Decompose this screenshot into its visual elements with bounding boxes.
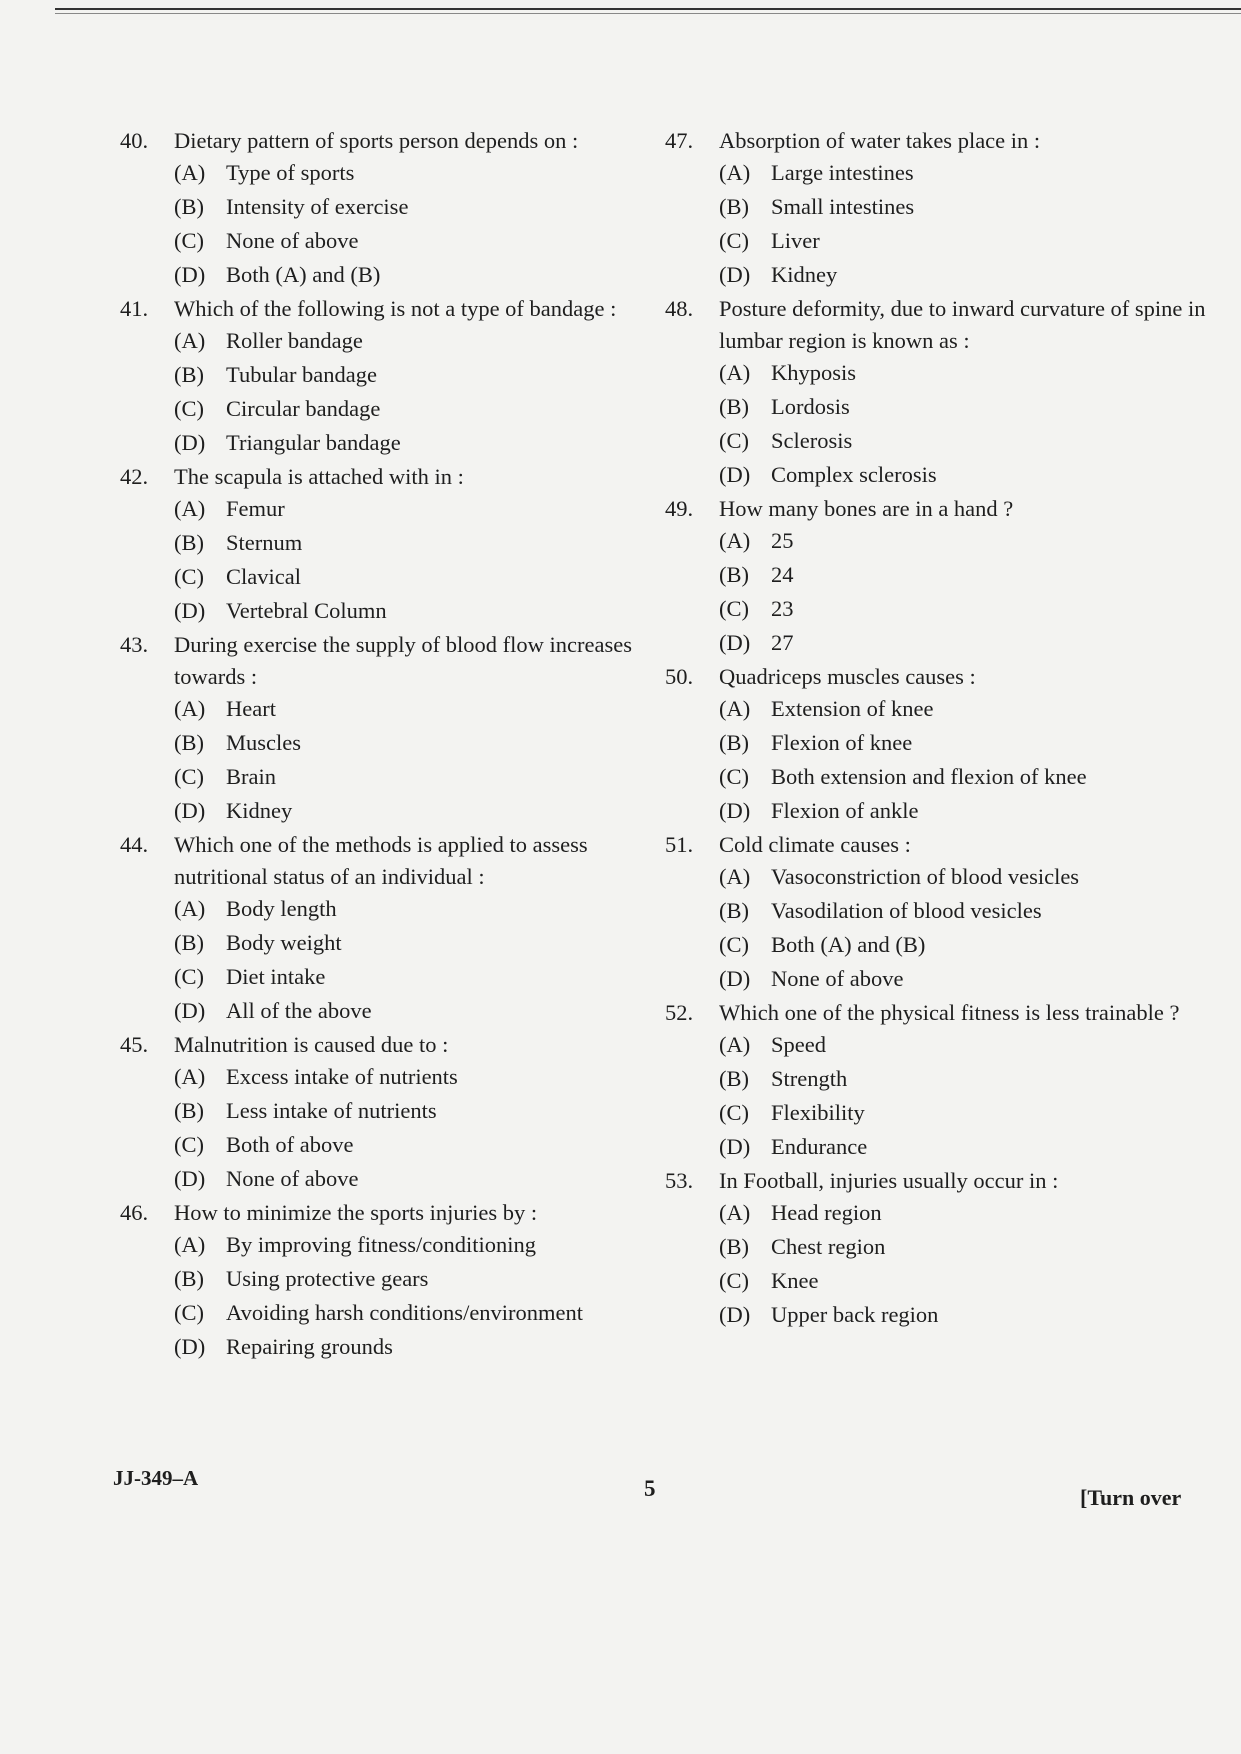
option-item: [719, 459, 1215, 491]
option-text: Lordosis: [771, 394, 850, 419]
option-letter: (D): [174, 1166, 206, 1191]
option-letter: (C): [174, 228, 204, 253]
option-list: [719, 357, 1215, 491]
option-letter: (C): [719, 932, 749, 957]
option-letter: (B): [174, 930, 204, 955]
option-item: [719, 1063, 1215, 1095]
question-block: [665, 661, 1215, 827]
option-letter: (D): [719, 262, 751, 287]
option-item: [174, 427, 660, 459]
option-item: [174, 727, 660, 759]
option-letter: (D): [719, 798, 751, 823]
paper-code: JJ-349–A: [113, 1466, 199, 1490]
option-letter: (B): [174, 194, 204, 219]
question-block: [665, 493, 1215, 659]
left-question-column: [120, 125, 660, 1365]
question-block: [665, 125, 1215, 291]
page-number: 5: [644, 1476, 656, 1501]
option-item: [719, 1197, 1215, 1229]
option-letter: (A): [719, 1032, 751, 1057]
option-text: Sclerosis: [771, 428, 853, 453]
option-item: [719, 627, 1215, 659]
option-letter: (A): [719, 528, 751, 553]
option-list: [719, 1197, 1215, 1331]
option-letter: (C): [719, 764, 749, 789]
option-item: [174, 561, 660, 593]
option-letter: (C): [174, 764, 204, 789]
option-text: Both (A) and (B): [771, 932, 926, 957]
option-item: [719, 1097, 1215, 1129]
option-text: Femur: [226, 496, 285, 521]
option-text: Endurance: [771, 1134, 868, 1159]
option-letter: (D): [174, 262, 206, 287]
question-line: [120, 829, 660, 893]
right-question-column: [665, 125, 1215, 1333]
option-text: Heart: [226, 696, 276, 721]
option-text: Repairing grounds: [226, 1334, 393, 1359]
option-list: [174, 1229, 660, 1363]
option-text: None of above: [226, 228, 359, 253]
option-item: [174, 1129, 660, 1161]
question-text: In Football, injuries usually occur in :: [719, 1168, 1059, 1193]
question-block: [120, 629, 660, 827]
option-letter: (C): [174, 1300, 204, 1325]
question-text: Absorption of water takes place in :: [719, 128, 1041, 153]
option-item: [174, 961, 660, 993]
question-block: [120, 1197, 660, 1363]
option-text: Flexibility: [771, 1100, 865, 1125]
question-text: Which one of the physical fitness is less trainable ?: [719, 1000, 1180, 1025]
option-list: [719, 861, 1215, 995]
option-list: [174, 1061, 660, 1195]
option-item: [174, 393, 660, 425]
option-text: Extension of knee: [771, 696, 934, 721]
option-letter: (A): [174, 696, 206, 721]
option-item: [174, 1229, 660, 1261]
option-letter: (A): [174, 496, 206, 521]
question-block: [665, 293, 1215, 491]
option-item: [719, 559, 1215, 591]
option-text: Large intestines: [771, 160, 914, 185]
option-text: Both of above: [226, 1132, 354, 1157]
option-letter: (A): [174, 896, 206, 921]
question-text: Cold climate causes :: [719, 832, 911, 857]
option-text: Using protective gears: [226, 1266, 429, 1291]
question-number: 51.: [665, 832, 694, 857]
option-text: Head region: [771, 1200, 882, 1225]
question-block: [120, 1029, 660, 1195]
option-text: Speed: [771, 1032, 826, 1057]
option-item: [719, 225, 1215, 257]
option-letter: (C): [719, 1268, 749, 1293]
question-block: [120, 829, 660, 1027]
question-number: 46.: [120, 1200, 149, 1225]
option-item: [174, 1297, 660, 1329]
option-item: [719, 1231, 1215, 1263]
option-item: [174, 1263, 660, 1295]
option-list: [174, 325, 660, 459]
option-text: Both extension and flexion of knee: [771, 764, 1087, 789]
option-item: [174, 1061, 660, 1093]
turn-over-label: [Turn over: [1080, 1485, 1182, 1510]
question-line: [120, 1029, 660, 1061]
option-item: [174, 1095, 660, 1127]
question-text: During exercise the supply of blood flow increases towards :: [174, 632, 632, 689]
option-list: [719, 157, 1215, 291]
option-item: [719, 157, 1215, 189]
option-letter: (D): [719, 630, 751, 655]
option-list: [174, 157, 660, 291]
option-text: Circular bandage: [226, 396, 381, 421]
question-block: [120, 125, 660, 291]
option-text: Triangular bandage: [226, 430, 401, 455]
question-line: [665, 1165, 1215, 1197]
option-letter: (A): [719, 696, 751, 721]
option-text: Excess intake of nutrients: [226, 1064, 458, 1089]
option-list: [719, 1029, 1215, 1163]
option-letter: (B): [174, 530, 204, 555]
option-text: Small intestines: [771, 194, 915, 219]
option-text: Vasoconstriction of blood vesicles: [771, 864, 1080, 889]
top-rule-secondary: [55, 13, 1241, 14]
question-number: 40.: [120, 128, 149, 153]
option-list: [719, 693, 1215, 827]
question-text: Quadriceps muscles causes :: [719, 664, 976, 689]
option-item: [719, 727, 1215, 759]
option-letter: (D): [174, 998, 206, 1023]
option-item: [174, 225, 660, 257]
option-text: Flexion of ankle: [771, 798, 919, 823]
option-text: 27: [771, 630, 794, 655]
option-letter: (C): [719, 428, 749, 453]
option-item: [719, 425, 1215, 457]
option-item: [174, 893, 660, 925]
option-letter: (C): [174, 396, 204, 421]
option-letter: (D): [174, 798, 206, 823]
option-text: Kidney: [771, 262, 838, 287]
option-item: [174, 259, 660, 291]
option-text: Chest region: [771, 1234, 886, 1259]
option-item: [174, 693, 660, 725]
option-text: None of above: [226, 1166, 359, 1191]
option-item: [719, 1265, 1215, 1297]
option-letter: (C): [174, 564, 204, 589]
option-item: [174, 191, 660, 223]
option-item: [719, 1299, 1215, 1331]
option-item: [719, 1029, 1215, 1061]
option-text: 24: [771, 562, 794, 587]
question-number: 42.: [120, 464, 149, 489]
question-number: 45.: [120, 1032, 149, 1057]
option-text: Avoiding harsh conditions/environment: [226, 1300, 584, 1325]
question-number: 47.: [665, 128, 694, 153]
question-text: Dietary pattern of sports person depends on :: [174, 128, 579, 153]
option-text: Intensity of exercise: [226, 194, 409, 219]
option-letter: (B): [174, 362, 204, 387]
option-item: [719, 525, 1215, 557]
question-number: 49.: [665, 496, 694, 521]
option-item: [719, 929, 1215, 961]
option-item: [719, 761, 1215, 793]
option-item: [174, 1163, 660, 1195]
question-block: [665, 1165, 1215, 1331]
question-line: [120, 461, 660, 493]
option-text: Both (A) and (B): [226, 262, 381, 287]
question-line: [665, 125, 1215, 157]
option-text: Vasodilation of blood vesicles: [771, 898, 1042, 923]
option-text: Less intake of nutrients: [226, 1098, 437, 1123]
option-item: [719, 593, 1215, 625]
option-item: [174, 795, 660, 827]
option-letter: (C): [719, 596, 749, 621]
option-text: Clavical: [226, 564, 301, 589]
option-text: Body weight: [226, 930, 342, 955]
option-text: Liver: [771, 228, 820, 253]
option-text: Sternum: [226, 530, 303, 555]
question-block: [120, 293, 660, 459]
question-text: How many bones are in a hand ?: [719, 496, 1014, 521]
option-letter: (B): [719, 898, 749, 923]
option-letter: (A): [719, 360, 751, 385]
option-letter: (A): [174, 160, 206, 185]
option-item: [174, 359, 660, 391]
option-letter: (C): [174, 964, 204, 989]
question-number: 53.: [665, 1168, 694, 1193]
option-list: [174, 693, 660, 827]
option-letter: (B): [719, 730, 749, 755]
question-line: [665, 661, 1215, 693]
option-item: [174, 493, 660, 525]
option-item: [174, 527, 660, 559]
option-item: [719, 191, 1215, 223]
option-item: [719, 1131, 1215, 1163]
option-text: 23: [771, 596, 794, 621]
option-item: [719, 259, 1215, 291]
option-letter: (B): [719, 394, 749, 419]
option-list: [174, 893, 660, 1027]
question-line: [120, 629, 660, 693]
option-item: [174, 595, 660, 627]
option-text: Diet intake: [226, 964, 326, 989]
question-block: [665, 997, 1215, 1163]
option-letter: (C): [719, 1100, 749, 1125]
option-letter: (B): [719, 194, 749, 219]
option-item: [174, 325, 660, 357]
option-letter: (D): [174, 430, 206, 455]
question-block: [665, 829, 1215, 995]
option-list: [174, 493, 660, 627]
question-text: How to minimize the sports injuries by :: [174, 1200, 538, 1225]
option-letter: (A): [719, 1200, 751, 1225]
option-letter: (D): [719, 1134, 751, 1159]
question-line: [120, 125, 660, 157]
option-item: [719, 357, 1215, 389]
option-letter: (B): [719, 1066, 749, 1091]
option-letter: (D): [719, 966, 751, 991]
option-text: All of the above: [226, 998, 372, 1023]
option-text: 25: [771, 528, 794, 553]
option-letter: (B): [719, 562, 749, 587]
option-text: Tubular bandage: [226, 362, 378, 387]
option-text: None of above: [771, 966, 904, 991]
option-text: Type of sports: [226, 160, 355, 185]
question-text: Which one of the methods is applied to assess nutritional status of an individual :: [174, 832, 588, 889]
option-text: Brain: [226, 764, 276, 789]
option-text: By improving fitness/conditioning: [226, 1232, 536, 1257]
option-text: Muscles: [226, 730, 301, 755]
option-text: Strength: [771, 1066, 848, 1091]
question-block: [120, 461, 660, 627]
option-text: Khyposis: [771, 360, 857, 385]
option-item: [174, 995, 660, 1027]
option-letter: (B): [174, 1266, 204, 1291]
option-letter: (C): [719, 228, 749, 253]
option-item: [719, 895, 1215, 927]
option-letter: (B): [174, 1098, 204, 1123]
option-text: Knee: [771, 1268, 819, 1293]
option-list: [719, 525, 1215, 659]
option-text: Vertebral Column: [226, 598, 387, 623]
question-line: [120, 293, 660, 325]
question-text: Malnutrition is caused due to :: [174, 1032, 449, 1057]
option-letter: (D): [719, 1302, 751, 1327]
option-letter: (A): [719, 160, 751, 185]
option-letter: (B): [719, 1234, 749, 1259]
option-letter: (D): [174, 1334, 206, 1359]
option-text: Upper back region: [771, 1302, 939, 1327]
question-line: [120, 1197, 660, 1229]
option-text: Complex sclerosis: [771, 462, 937, 487]
question-line: [665, 829, 1215, 861]
question-number: 43.: [120, 632, 149, 657]
question-line: [665, 997, 1215, 1029]
option-item: [719, 963, 1215, 995]
option-letter: (A): [174, 1064, 206, 1089]
option-item: [174, 927, 660, 959]
option-letter: (C): [174, 1132, 204, 1157]
option-letter: (B): [174, 730, 204, 755]
question-text: Which of the following is not a type of bandage :: [174, 296, 617, 321]
option-text: Kidney: [226, 798, 293, 823]
option-letter: (D): [174, 598, 206, 623]
option-item: [719, 861, 1215, 893]
option-text: Body length: [226, 896, 337, 921]
option-letter: (A): [719, 864, 751, 889]
option-text: Roller bandage: [226, 328, 363, 353]
option-item: [174, 1331, 660, 1363]
question-number: 52.: [665, 1000, 694, 1025]
question-number: 50.: [665, 664, 694, 689]
option-letter: (A): [174, 1232, 206, 1257]
option-text: Flexion of knee: [771, 730, 913, 755]
option-item: [174, 157, 660, 189]
option-letter: (A): [174, 328, 206, 353]
option-item: [719, 795, 1215, 827]
option-item: [719, 693, 1215, 725]
question-text: The scapula is attached with in :: [174, 464, 464, 489]
question-number: 48.: [665, 296, 694, 321]
top-rule: [55, 8, 1241, 10]
option-letter: (D): [719, 462, 751, 487]
question-text: Posture deformity, due to inward curvature of spine in lumbar region is known as :: [719, 296, 1206, 353]
question-number: 44.: [120, 832, 149, 857]
question-number: 41.: [120, 296, 149, 321]
option-item: [174, 761, 660, 793]
question-line: [665, 293, 1215, 357]
option-item: [719, 391, 1215, 423]
question-line: [665, 493, 1215, 525]
